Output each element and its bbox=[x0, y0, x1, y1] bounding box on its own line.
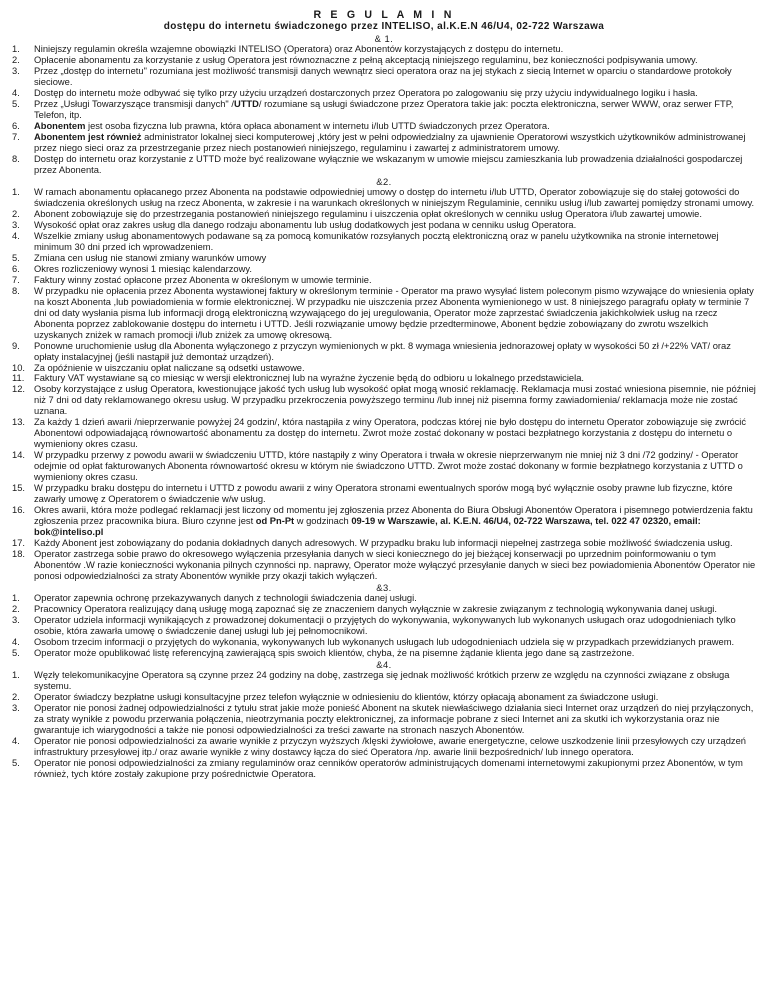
list-item bbox=[12, 55, 756, 66]
list-item bbox=[12, 341, 756, 363]
list-item bbox=[12, 615, 756, 637]
item-number: 1. bbox=[12, 592, 20, 603]
item-text: Abonentem jest również bbox=[34, 132, 142, 143]
item-text: Okres rozliczeniowy wynosi 1 miesiąc kalendarzowy. bbox=[34, 263, 252, 274]
section-list bbox=[12, 44, 756, 175]
item-number: 5. bbox=[12, 252, 20, 263]
section-heading: &3. bbox=[376, 581, 392, 593]
item-text: 09-19 w Warszawie, al. K.E.N. 46/U4, 02-722 Warszawa, tel. 022 47 02320, email: bok@inteliso.pl bbox=[34, 515, 701, 537]
list-item bbox=[12, 154, 756, 176]
item-text: Przez „dostęp do internetu" rozumiana jest możliwość transmisji danych wewnątrz sieci operatora oraz na jej stykach z siecią Internet w oparciu o standardowe protokoły sieciowe. bbox=[34, 66, 732, 88]
item-text: Ponowne uruchomienie usług dla Abonenta wyłączonego z przyczyn wymienionych w pkt. 8 wymaga wniesienia jednorazowej opłaty w wysokości 50 zł /+22% VAT/ oraz opłaty instalacyjnej (jeśli nastąpił już demontaż urządzeń). bbox=[34, 340, 731, 362]
list-item bbox=[12, 604, 756, 615]
list-item bbox=[12, 384, 756, 417]
item-text: od Pn-Pt bbox=[255, 515, 295, 526]
item-number: 8. bbox=[12, 153, 20, 164]
list-item bbox=[12, 450, 756, 483]
item-number: 9. bbox=[12, 340, 20, 351]
item-text: UTTD bbox=[233, 99, 259, 110]
section-heading: &2. bbox=[376, 175, 392, 187]
item-number: 3. bbox=[12, 614, 20, 625]
item-number: 8. bbox=[12, 285, 20, 296]
item-number: 16. bbox=[12, 504, 25, 515]
item-number: 17. bbox=[12, 537, 25, 548]
item-text: administrator lokalnej sieci komputerowej ,który jest w pełni odpowiedzialny za ujawnienie Operatorowi wszystkich użytkowników administrowanej przez niego sieci oraz za przestrzeganie przez niech postanowień niniejszego, regulaminu i zawartej z administratorem umowy. bbox=[34, 132, 746, 153]
item-number: 1. bbox=[12, 670, 20, 681]
item-text: Operator nie ponosi odpowiedzialności za awarie wynikłe z przyczyn wyższych /klęski żywiołowe, awarie energetyczne, celowe uszkodzenie linii przesyłowych czy urządzeń infrastruktury przesyłowej itp./ oraz awarie wynikłe z winy dostawcy łącza do sieć Operatora /np. awarie linii bezpośrednich/ lub innego operatora. bbox=[34, 735, 746, 757]
list-item bbox=[12, 99, 756, 121]
list-item bbox=[12, 286, 756, 341]
document-title: R E G U L A M I N bbox=[313, 9, 455, 21]
list-item bbox=[12, 209, 756, 220]
item-text: Przez „Usługi Towarzyszące transmisji danych" / bbox=[34, 99, 234, 110]
list-item bbox=[12, 505, 756, 538]
section-list bbox=[12, 187, 756, 581]
item-number: 4. bbox=[12, 735, 20, 746]
item-text: Za każdy 1 dzień awarii /nieprzerwanie powyżej 24 godzin/, która nastąpiła z winy Operatora, podczas której nie było dostępu do internetu Operator zobowiązuje się zwrócić Abonentowi odpowiadającą równowartość abonamentu za dostęp do internetu. Zwrot może zostać dokonany w postaci bezpłatnego korzystania z dostępu do internetu o wymieniony okres czasu. bbox=[34, 417, 747, 450]
list-item bbox=[12, 736, 756, 758]
item-number: 6. bbox=[12, 263, 20, 274]
item-text: W ramach abonamentu opłacanego przez Abonenta na podstawie odpowiedniej umowy o dostęp do internetu i/lub UTTD, Operator zobowiązuje się do stałej gotowości do świadczenia określonych usług na rzecz Abonenta, w zakresie i na warunkach określonych w niniejszym Regulaminie, cenniku usług i/lub zawartej pomiędzy stronami umowy. bbox=[34, 187, 755, 209]
item-text: / rozumiane są usługi świadczone przez Operatora takie jak: poczta elektroniczna, serwer WWW, oraz serwer FTP, Telefon, itp. bbox=[34, 99, 734, 121]
item-number: 6. bbox=[12, 121, 20, 132]
item-number: 5. bbox=[12, 647, 20, 658]
item-number: 3. bbox=[12, 702, 20, 713]
list-item bbox=[12, 593, 756, 604]
list-item bbox=[12, 549, 756, 582]
list-item bbox=[12, 692, 756, 703]
list-item bbox=[12, 363, 756, 374]
item-number: 14. bbox=[12, 450, 25, 461]
section-list bbox=[12, 670, 756, 780]
item-text: Operator świadczy bezpłatne usługi konsultacyjne przez telefon wyłącznie w odniesieniu do klientów, którzy opłacają abonament za świadczone usługi. bbox=[34, 692, 659, 702]
list-item bbox=[12, 44, 756, 55]
item-text: Wysokość opłat oraz zakres usług dla danego rodzaju abonamentu lub usług dodatkowych jest podana w cenniku usług Operatora. bbox=[34, 220, 577, 231]
document-body bbox=[12, 33, 756, 780]
item-text: Operator udziela informacji wynikających z prowadzonej dokumentacji o przyjętych do wykonywania, wykonywanych lub wykonanych usługach oraz udogodnieniach tylko osobie, która zawarła umowę o świadczenie danej usługi lub jej pełnomocnikowi. bbox=[34, 614, 736, 636]
list-item bbox=[12, 637, 756, 648]
list-item bbox=[12, 220, 756, 231]
item-number: 4. bbox=[12, 231, 20, 242]
item-number: 12. bbox=[12, 384, 25, 395]
item-number: 5. bbox=[12, 757, 20, 768]
item-text: Abonentem bbox=[34, 121, 86, 132]
item-text: w godzinach bbox=[294, 515, 352, 526]
item-number: 11. bbox=[12, 373, 25, 384]
item-text: Faktury winny zostać opłacone przez Abonenta w określonym w umowie terminie. bbox=[34, 274, 372, 285]
item-text: Operator zapewnia ochronę przekazywanych danych z technologii świadczenia danej usługi. bbox=[34, 592, 417, 603]
item-text: Faktury VAT wystawiane są co miesiąc w wersji elektronicznej lub na wyraźne życzenie będą do odbioru u lokalnego przedstawiciela. bbox=[34, 373, 584, 384]
item-number: 13. bbox=[12, 417, 25, 428]
item-text: Pracownicy Operatora realizujący daną usługę mogą zapoznać się ze znaczeniem danych wyłącznie w zakresie związanym z technologią wykonywania danej usługi. bbox=[34, 603, 717, 614]
item-number: 2. bbox=[12, 209, 20, 220]
list-item bbox=[12, 264, 756, 275]
list-item bbox=[12, 132, 756, 154]
list-item bbox=[12, 66, 756, 88]
item-text: Okres awarii, która może podlegać reklamacji jest liczony od momentu jej zgłoszenia przez Abonenta do Biura Obsługi Abonentów Operatora i pisemnego potwierdzenia faktu zgłoszenia przez pracownika biura. Biuro czynne jest bbox=[34, 504, 753, 526]
item-text: Każdy Abonent jest zobowiązany do podania dokładnych danych adresowych. W przypadku braku lub informacji niepełnej zastrzega sobie możliwość świadczenia usług. bbox=[34, 537, 733, 548]
item-number: 7. bbox=[12, 274, 20, 285]
section-list bbox=[12, 593, 756, 659]
item-number: 5. bbox=[12, 99, 20, 110]
document-subtitle: dostępu do internetu świadczonego przez INTELISO, al.K.E.N 46/U4, 02-722 Warszawa bbox=[163, 21, 605, 32]
list-item bbox=[12, 121, 756, 132]
item-text: Operator nie ponosi odpowiedzialności za zmiany regulaminów oraz cenników operatorów administrujących domenami internetowymi zakupionymi przez Abonentów, w tym również, tych które zostały zakupione przy pośrednictwie Operatora. bbox=[34, 757, 743, 779]
item-number: 1. bbox=[12, 187, 20, 198]
item-text: Operator nie ponosi żadnej odpowiedzialności z tytułu strat jakie może ponieść Abonent na skutek niewłaściwego działania sieci Internet oraz urządzeń do niej przyłączonych, za straty wynikłe z powodu przerwania połączenia, nieotrzymania poczty elektronicznej, za informacje pobrane z sieci Internet ani za skutki ich wykorzystania oraz nie gwarantuje ich wiarygodności a także nie ponosi odpowiedzialności za treści zawarte na stronach naszych Abonentów. bbox=[34, 702, 754, 735]
list-item bbox=[12, 648, 756, 659]
item-text: Za opóźnienie w uiszczaniu opłat naliczane są odsetki ustawowe. bbox=[34, 362, 305, 373]
list-item bbox=[12, 758, 756, 780]
list-item bbox=[12, 703, 756, 736]
item-text: Dostęp do internetu oraz korzystanie z UTTD może być realizowane wyłącznie we wskazanym w umowie miejscu zamieszkania lub prowadzenia działalności gospodarczej przez Abonenta. bbox=[34, 153, 743, 175]
item-number: 4. bbox=[12, 636, 20, 647]
item-text: W przypadku nie opłacenia przez Abonenta wystawionej faktury w określonym terminie - Operator ma prawo wysyłać listem poleconym pismo wzywające do wniesienia opłaty na koszt Abonenta ,lub powiadomienia w formie elektronicznej. W przypadku nie uiszczenia przez Abonenta wymienionego w ust. 8 niniejszego paragrafu opłaty w terminie 7 dni od daty wysłania pisma lub informacji drogą elektroniczną wzywającego do jej uregulowania, Operator może zaprzestać świadczenia jakichkolwiek usług na rzecz Abonenta poprzez zablokowanie dostępu do internetu i UTTD. Jeśli rozwiązanie umowy będzie przedterminowe, Abonent będzie zobowiązany do zwrotu wszelkich uzyskanych zniżek w ramach promocji i/lub zniżek za umowę okresową. bbox=[34, 285, 754, 340]
list-item bbox=[12, 538, 756, 549]
item-text: Niniejszy regulamin określa wzajemne obowiązki INTELISO (Operatora) oraz Abonentów korzystających z dostępu do internetu. bbox=[34, 44, 564, 55]
item-text: Dostęp do internetu może odbywać się tylko przy użyciu urządzeń dostarczonych przez Operatora po zalogowaniu się przy użyciu indywidualnego logiku i hasła. bbox=[34, 88, 698, 99]
item-number: 3. bbox=[12, 66, 20, 77]
item-text: Osoby korzystające z usług Operatora, kwestionujące jakość tych usług lub wysokość opłat mogą wnosić reklamację. Reklamacja musi zostać wniesiona pisemnie, nie później niż 7 dni od daty reklamowanego okresu usług. W przypadku przekroczenia powyższego terminu /lub innej niż pisemna formy zawiadomienia/ reklamacja może nie zostać uznana. bbox=[34, 384, 756, 417]
item-text: Abonent zobowiązuje się do przestrzegania postanowień niniejszego regulaminu i uiszczenia opłat określonych w cenniku usług Operatora i/lub zawartej umowie. bbox=[34, 209, 702, 220]
section-heading: & 1. bbox=[374, 33, 394, 44]
item-text: Osobom trzecim informacji o przyjętych do wykonania, wykonywanych lub wykonanych usługach lub udogodnieniach udziela się w przypadkach przewidzianych prawem. bbox=[34, 636, 735, 647]
list-item bbox=[12, 88, 756, 99]
item-text: Zmiana cen usług nie stanowi zmiany warunków umowy bbox=[34, 252, 267, 263]
item-text: Opłacenie abonamentu za korzystanie z usług Operatora jest równoznaczne z pełną akceptacją niniejszego regulaminu, bez konieczności podpisywania umowy. bbox=[34, 55, 698, 66]
item-number: 7. bbox=[12, 132, 20, 143]
item-text: jest osoba fizyczna lub prawna, która opłaca abonament w internetu i/lub UTTD świadczonych przez Operatora. bbox=[85, 121, 550, 132]
item-number: 2. bbox=[12, 692, 20, 702]
item-text: Operator zastrzega sobie prawo do okresowego wyłączenia przesyłania danych w sieci koniecznego do jej bieżącej konserwacji po uprzednim poinformowaniu o tym Abonentów .W razie konieczności wykonania pilnych czynności np. naprawy, Operator może wyłączyć przesyłanie danych w sieci bez powiadomienia Abonentów Operator nie ponosi odpowiedzialności za straty Abonentów wynikłe przy okazji takich wyłączeń. bbox=[34, 548, 756, 581]
list-item bbox=[12, 373, 756, 384]
item-text: W przypadku braku dostępu do internetu i UTTD z powodu awarii z winy Operatora stronami ewentualnych sporów mogą być wyłącznie osoby prawne lub fizyczne, które zawarły umowę z Operatorem o świadczenie w/w usług. bbox=[34, 482, 733, 504]
section-heading: &4. bbox=[376, 658, 392, 670]
item-number: 10. bbox=[12, 362, 25, 373]
list-item bbox=[12, 253, 756, 264]
item-text: Węzły telekomunikacyjne Operatora są czynne przez 24 godziny na dobę, zastrzega się jednak możliwość krótkich przerw ze względu na czynności związane z obsługa systemu. bbox=[34, 670, 730, 692]
item-text: Wszelkie zmiany usług abonamentowych podawane są za pomocą komunikatów rozsyłanych pocztą elektroniczną oraz w panelu użytkownika na stronie internetowej minimum 30 dni przed ich wprowadzeniem. bbox=[34, 231, 719, 253]
item-text: Operator może opublikować listę referencyjną zawierającą spis swoich klientów, chyba, że na pisemne żądanie klienta jego dane są zastrzeżone. bbox=[34, 647, 635, 658]
item-number: 18. bbox=[12, 548, 25, 559]
item-number: 3. bbox=[12, 220, 20, 231]
list-item bbox=[12, 275, 756, 286]
list-item bbox=[12, 231, 756, 253]
item-number: 2. bbox=[12, 55, 20, 66]
item-number: 1. bbox=[12, 44, 20, 55]
list-item bbox=[12, 417, 756, 450]
item-number: 15. bbox=[12, 482, 25, 493]
item-text: W przypadku przerwy z powodu awarii w świadczeniu UTTD, które nastąpiły z winy Operatora i trwała w okresie nieprzerwanym nie mniej niż 3 dni /72 godziny/ - Operator odejmie od opłat fakturowanych Abonenta równowartość okresu w którym nie świadczono UTTD. Zwrot może zostać dokonany w formie bezpłatnego korzystania z UTTD o wymieniony okres czasu. bbox=[34, 450, 743, 483]
list-item bbox=[12, 670, 756, 692]
list-item bbox=[12, 187, 756, 209]
item-number: 2. bbox=[12, 603, 20, 614]
item-number: 4. bbox=[12, 88, 20, 99]
list-item bbox=[12, 483, 756, 505]
